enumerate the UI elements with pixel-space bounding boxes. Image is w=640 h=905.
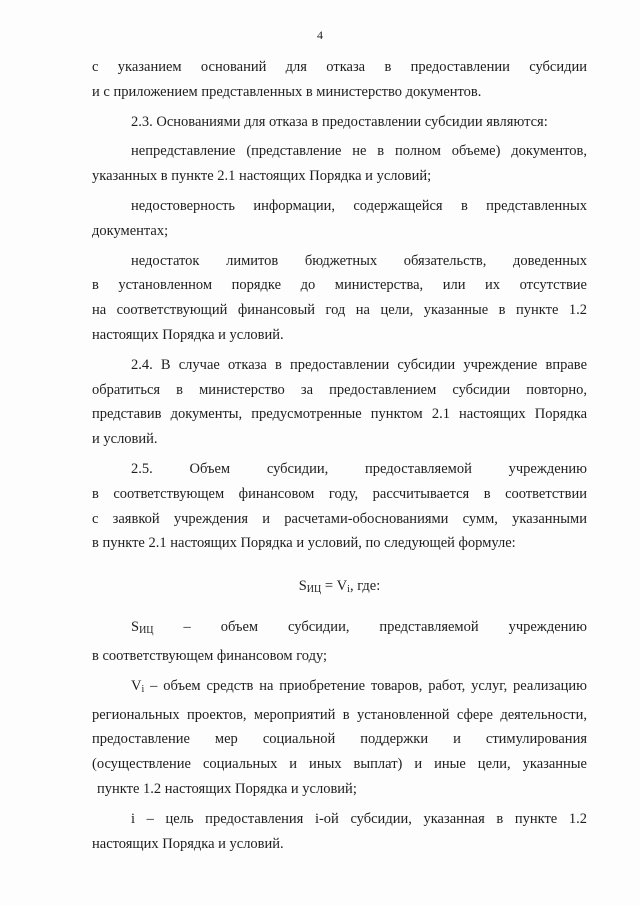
paragraph-line: с заявкой учреждения и расчетами-обоснованиями сумм, указанными xyxy=(92,510,587,527)
definition-subscript: ИЦ xyxy=(139,625,154,637)
definition-line: (осуществление социальных и иных выплат) и иные цели, указанные xyxy=(92,756,587,773)
paragraph-2-3: 2.3. Основаниями для отказа в предоставлении субсидии являются: xyxy=(131,113,548,130)
paragraph-line: недостаток лимитов бюджетных обязательств, доведенных xyxy=(131,252,587,269)
definition-line xyxy=(92,674,587,703)
paragraph-line: и с приложением представленных в министерство документов. xyxy=(92,83,482,100)
definition-line: в соответствующем финансовом году; xyxy=(92,647,328,664)
paragraph-line: обратиться в министерство за предоставлением субсидии повторно, xyxy=(92,381,587,398)
definition-line: настоящих Порядка и условий. xyxy=(92,835,284,852)
paragraph-line: документах; xyxy=(92,222,169,239)
paragraph-line: в соответствующем финансовом году, рассчитывается в соответствии xyxy=(92,485,587,502)
formula-subscript: ИЦ xyxy=(306,584,322,596)
paragraph-line: в установленном порядке до министерства, или их отсутствие xyxy=(92,277,587,294)
paragraph-line: в пункте 2.1 настоящих Порядка и условий, по следующей формуле: xyxy=(92,535,516,552)
definition-subscript: i xyxy=(141,683,145,695)
definition-line xyxy=(92,615,587,644)
definition-line: региональных проектов, мероприятий в установленной сфере деятельности, xyxy=(92,706,587,723)
definition-text: – объем средств на приобретение товаров, работ, услуг, реализацию xyxy=(144,677,587,694)
definition-line: пункте 1.2 настоящих Порядка и условий; xyxy=(97,780,357,797)
formula-equals: = V xyxy=(321,578,348,595)
definition-line: i – цель предоставления i-ой субсидии, указанная в пункте 1.2 xyxy=(131,810,587,827)
formula-tail: , где: xyxy=(349,578,381,595)
paragraph-line: указанных в пункте 2.1 настоящих Порядка и условий; xyxy=(92,168,432,185)
paragraph-line: недостоверность информации, содержащейся в представленных xyxy=(131,197,587,214)
formula xyxy=(92,573,587,599)
definition-symbol: S xyxy=(131,619,140,636)
paragraph-line: настоящих Порядка и условий. xyxy=(92,326,284,343)
formula-symbol: S xyxy=(298,578,307,595)
definition-symbol: V xyxy=(131,677,142,694)
paragraph-2-4: 2.4. В случае отказа в предоставлении субсидии учреждение вправе xyxy=(131,356,587,373)
formula-subscript: i xyxy=(347,584,350,596)
page-number: 4 xyxy=(317,28,323,42)
definition-text: – объем субсидии, представляемой учреждению xyxy=(153,619,587,636)
document-body xyxy=(92,55,587,856)
paragraph-line: и условий. xyxy=(92,431,158,448)
paragraph-line: непредставление (представление не в полном объеме) документов, xyxy=(131,143,587,160)
paragraph-line: на соответствующий финансовый год на цели, указанные в пункте 1.2 xyxy=(92,302,587,319)
paragraph-line: представив документы, предусмотренные пунктом 2.1 настоящих Порядка xyxy=(92,406,587,423)
paragraph-2-5: 2.5. Объем субсидии, предоставляемой учреждению xyxy=(131,460,587,477)
definition-line: предоставление мер социальной поддержки и стимулирования xyxy=(92,731,587,748)
paragraph-line: с указанием оснований для отказа в предоставлении субсидии xyxy=(92,59,587,75)
